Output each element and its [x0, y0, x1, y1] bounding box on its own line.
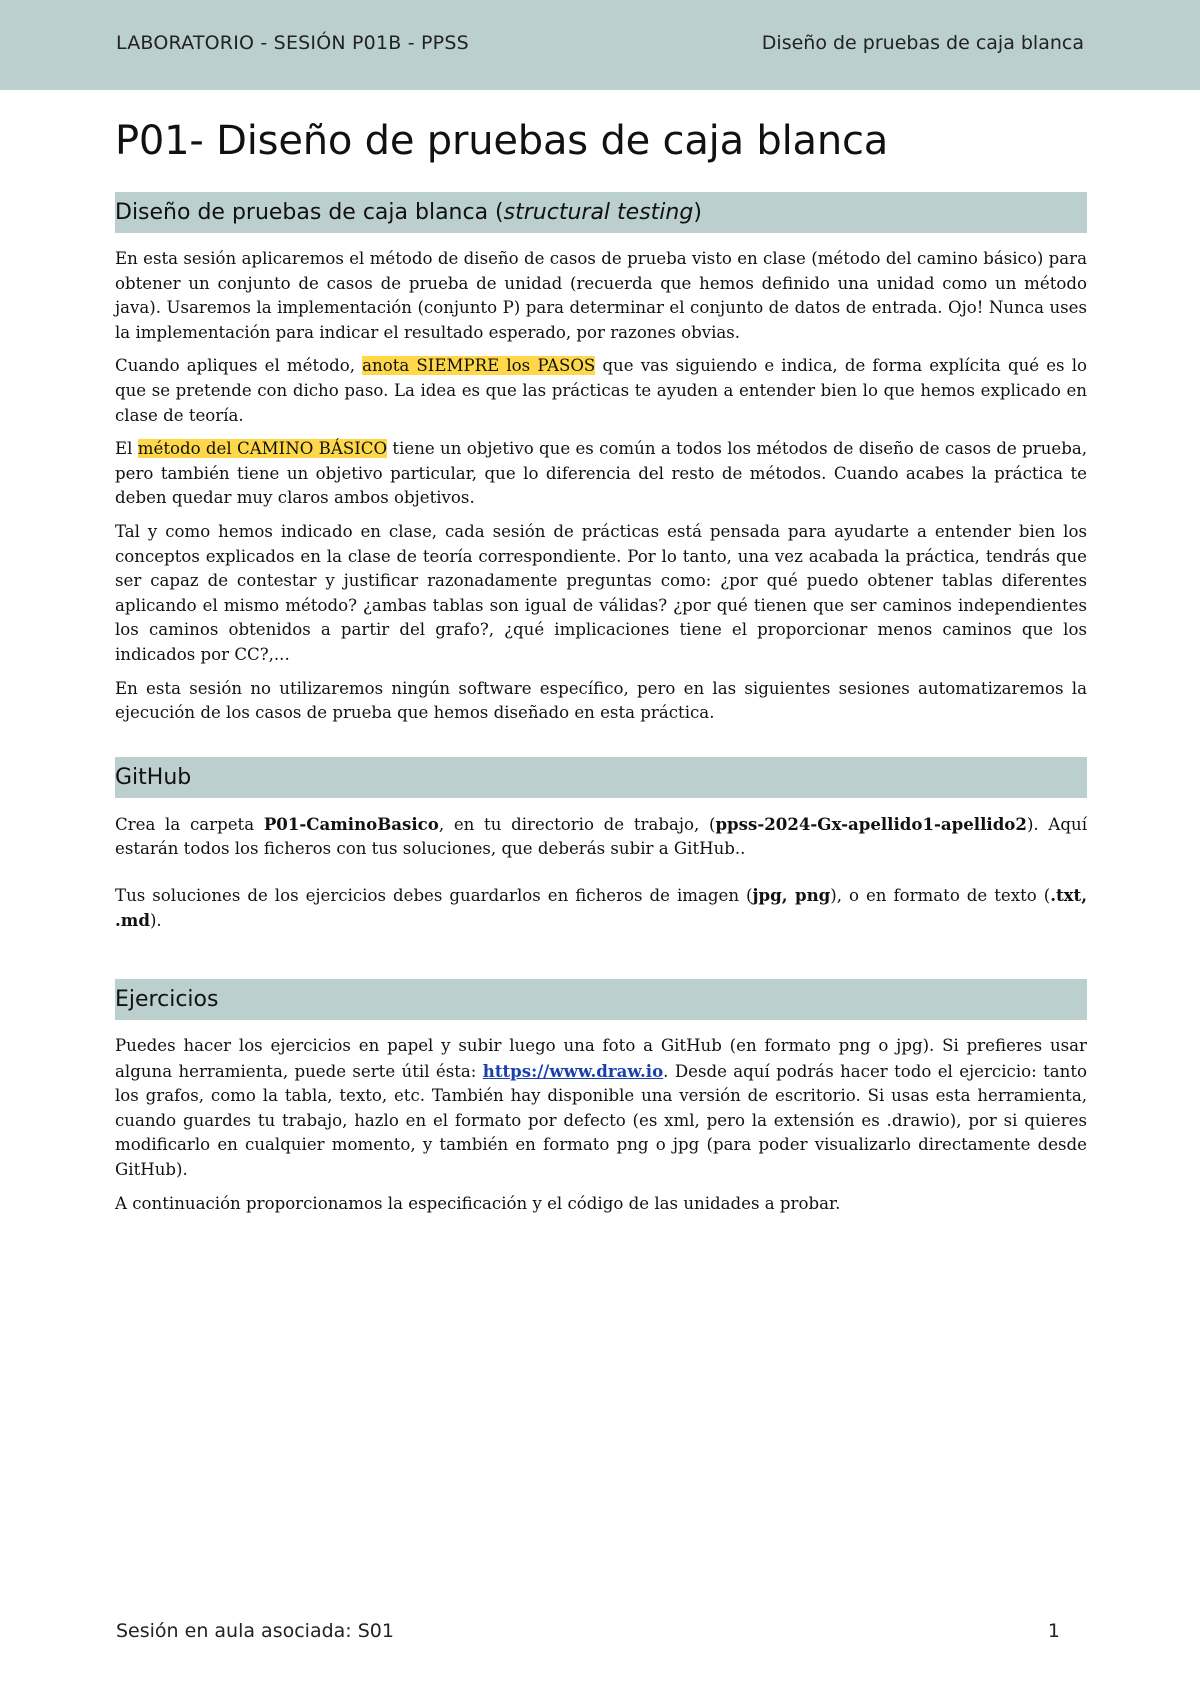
paragraph-folder: [115, 812, 1087, 862]
page-title: P01- Diseño de pruebas de caja blanca: [115, 118, 889, 164]
header-bar: [0, 0, 1200, 90]
text-span: tiene un objetivo que es común a todos los métodos de diseño de casos de prueba, pero también tiene un objetivo particular, que lo diferencia del resto de métodos. Cuando acabes la práctica te deben quedar muy claros ambos objetivos.: [115, 439, 1088, 508]
text-span: Tus soluciones de los ejercicios debes guardarlos en ficheros de imagen (: [115, 885, 753, 905]
text-span: que vas siguiendo e indica, de forma explícita qué es lo que se pretende con dicho paso. La idea es que las prácticas te ayuden a entender bien lo que hemos explicado en clase de teoría.: [115, 356, 1087, 425]
text-span: Cuando apliques el método,: [115, 356, 363, 376]
text-span: ), o en formato de texto (: [830, 885, 1051, 905]
heading-italic-text: structural testing: [503, 200, 694, 225]
section-heading-ejercicios: Ejercicios: [115, 979, 1087, 1020]
heading-suffix: ): [693, 200, 702, 225]
image-formats: jpg, png: [752, 884, 831, 905]
paragraph-exercises: [115, 1034, 1087, 1183]
paragraph-next: A continuación proporcionamos la especificación y el código de las unidades a probar.: [115, 1193, 841, 1213]
page-number: 1: [1047, 1620, 1060, 1642]
text-span: , en tu directorio de trabajo, (: [438, 814, 716, 834]
text-span: ).: [149, 911, 162, 931]
highlight-method: método del CAMINO BÁSICO: [137, 439, 388, 459]
header-right-text: Diseño de pruebas de caja blanca: [761, 32, 1084, 54]
paragraph-concepts: Tal y como hemos indicado en clase, cada sesión de prácticas está pensada para ayudarte a entender bien los conceptos explicados en la clase de teoría correspondiente. Por lo tanto, una vez acabada la práctica, tendrás que ser capaz de contestar y justificar razonadamente preguntas como: ¿por qué puedo obtener tablas diferentes aplicando el mismo método? ¿ambas tablas son igual de válidas? ¿por qué tienen que ser caminos independientes los caminos obtenidos a partir del grafo?, ¿qué implicaciones tiene el proporcionar menos caminos que los indicados por CC?,...: [115, 521, 1087, 664]
paragraph-method: [115, 437, 1087, 511]
footer-session: Sesión en aula asociada: S01: [116, 1620, 394, 1642]
paragraph-software: En esta sesión no utilizaremos ningún software específico, pero en las siguientes sesiones automatizaremos la ejecución de los casos de prueba que hemos diseñado en esta práctica.: [115, 678, 1087, 723]
section-heading-structural-testing: [115, 192, 1087, 233]
text-span: Crea la carpeta: [115, 814, 264, 834]
repo-name: ppss-2024-Gx-apellido1-apellido2: [715, 813, 1027, 834]
text-span: . Desde aquí podrás hacer todo el ejercicio: tanto los grafos, como la tabla, texto, etc. También hay disponible una versión de escritorio. Si usas esta herramienta, cuando guardes tu trabajo, hazlo en el formato por defecto (es xml, pero la extensión es .drawio), por si quieres modificarlo en cualquier momento, y también en formato png o jpg (para poder visualizarlo directamente desde GitHub).: [115, 1061, 1087, 1180]
main-content: [115, 118, 1087, 1225]
drawio-link[interactable]: https://www.draw.io: [482, 1060, 664, 1081]
highlight-steps: anota SIEMPRE los PASOS: [362, 356, 596, 376]
heading-text: Diseño de pruebas de caja blanca (: [115, 200, 504, 225]
text-span: ). Aquí estarán todos los ficheros con tus soluciones, que deberás subir a GitHub..: [115, 814, 1087, 859]
text-formats: .txt, .md: [115, 884, 1087, 931]
paragraph-steps: [115, 354, 1087, 428]
header-left-text: LABORATORIO - SESIÓN P01B - PPSS: [116, 32, 469, 54]
section-heading-github: GitHub: [115, 757, 1087, 798]
text-span: Puedes hacer los ejercicios en papel y subir luego una foto a GitHub (en formato png o jpg). Si prefieres usar alguna herramienta, puede serte útil ésta:: [115, 1036, 1087, 1081]
paragraph-formats: [115, 883, 1087, 934]
folder-name: P01-CaminoBasico: [263, 813, 439, 834]
text-span: El: [115, 439, 138, 459]
paragraph-intro: En esta sesión aplicaremos el método de diseño de casos de prueba visto en clase (método del camino básico) para obtener un conjunto de casos de prueba de unidad (recuerda que hemos definido una unidad como un método java). Usaremos la implementación (conjunto P) para determinar el conjunto de datos de entrada. Ojo! Nunca uses la implementación para indicar el resultado esperado, por razones obvias.: [115, 249, 1087, 342]
